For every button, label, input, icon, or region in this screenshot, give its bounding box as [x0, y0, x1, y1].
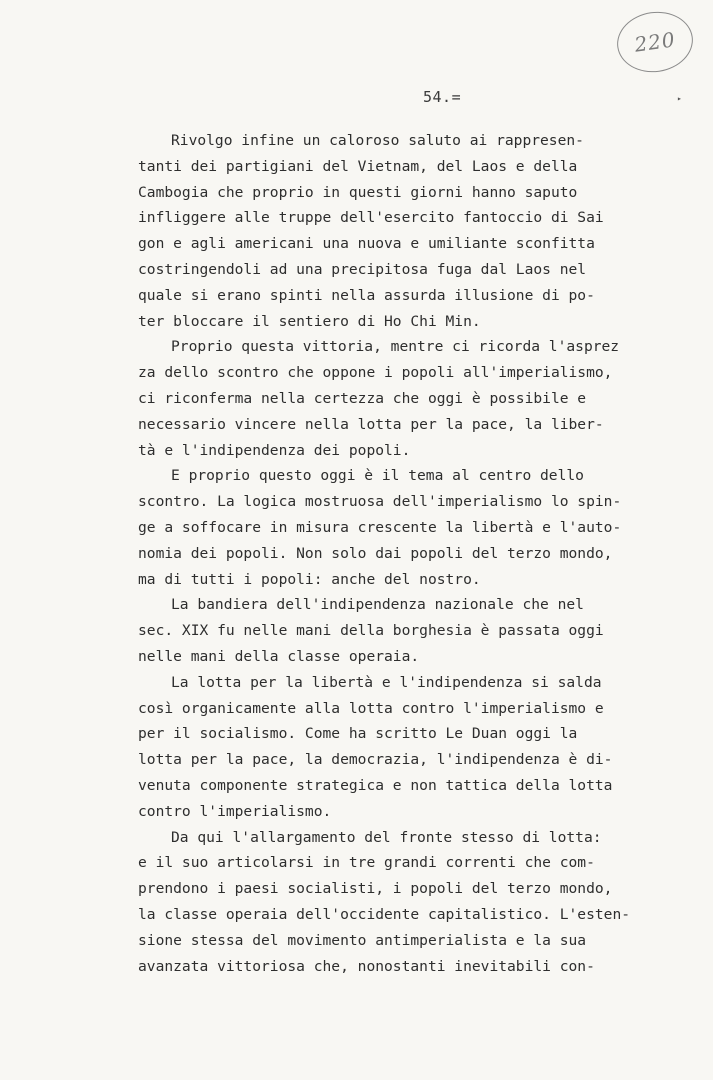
page-number: 54.= [423, 88, 462, 106]
text-line: za dello scontro che oppone i popoli all'imperialismo, [138, 364, 613, 382]
text-line: prendono i paesi socialisti, i popoli del terzo mondo, [138, 880, 613, 898]
text-line: sec. XIX fu nelle mani della borghesia è passata oggi [138, 622, 604, 640]
text-line: venuta componente strategica e non tattica della lotta [138, 776, 613, 794]
text-line: per il socialismo. Come ha scritto Le Duan oggi la [138, 725, 578, 743]
archive-number-stamp [613, 7, 697, 77]
text-line: necessario vincere nella lotta per la pace, la liber- [138, 415, 604, 433]
text-line: ter bloccare il sentiero di Ho Chi Min. [138, 312, 481, 330]
text-line: contro l'imperialismo. [138, 802, 332, 820]
text-line: la classe operaia dell'occidente capitalistico. L'esten- [138, 905, 631, 923]
text-line: lotta per la pace, la democrazia, l'indipendenza è di- [138, 751, 613, 769]
text-line: E proprio questo oggi è il tema al centro dello [171, 467, 584, 485]
text-line: Proprio questa vittoria, mentre ci ricorda l'asprez [171, 338, 620, 356]
text-line: infliggere alle truppe dell'esercito fantoccio di Sai [138, 209, 604, 227]
text-line: così organicamente alla lotta contro l'imperialismo e [138, 699, 604, 717]
archive-number: 220 [632, 27, 678, 57]
text-line: ma di tutti i popoli: anche del nostro. [138, 570, 481, 588]
text-line: La bandiera dell'indipendenza nazionale che nel [171, 596, 584, 614]
text-line: nomia dei popoli. Non solo dai popoli del terzo mondo, [138, 544, 613, 562]
text-line: avanzata vittoriosa che, nonostanti inevitabili con- [138, 957, 595, 975]
text-line: ge a soffocare in misura crescente la libertà e l'auto- [138, 518, 622, 536]
text-line: e il suo articolarsi in tre grandi correnti che com- [138, 854, 595, 872]
text-line: ci riconferma nella certezza che oggi è possibile e [138, 389, 587, 407]
text-line: nelle mani della classe operaia. [138, 647, 420, 665]
body-text [138, 128, 631, 979]
text-line: costringendoli ad una precipitosa fuga dal Laos nel [138, 260, 587, 278]
text-line: quale si erano spinti nella assurda illusione di po- [138, 286, 595, 304]
text-line: gon e agli americani una nuova e umiliante sconfitta [138, 235, 595, 253]
text-line: La lotta per la libertà e l'indipendenza si salda [171, 673, 602, 691]
text-line: Da qui l'allargamento del fronte stesso di lotta: [171, 828, 602, 846]
text-line: tà e l'indipendenza dei popoli. [138, 441, 411, 459]
text-line: sione stessa del movimento antimperialista e la sua [138, 931, 587, 949]
margin-mark: ▸ [677, 94, 682, 103]
text-line: tanti dei partigiani del Vietnam, del Laos e della [138, 157, 578, 175]
text-line: scontro. La logica mostruosa dell'imperialismo lo spin- [138, 493, 622, 511]
text-line: Cambogia che proprio in questi giorni hanno saputo [138, 183, 578, 201]
text-line: Rivolgo infine un caloroso saluto ai rappresen- [171, 132, 584, 149]
